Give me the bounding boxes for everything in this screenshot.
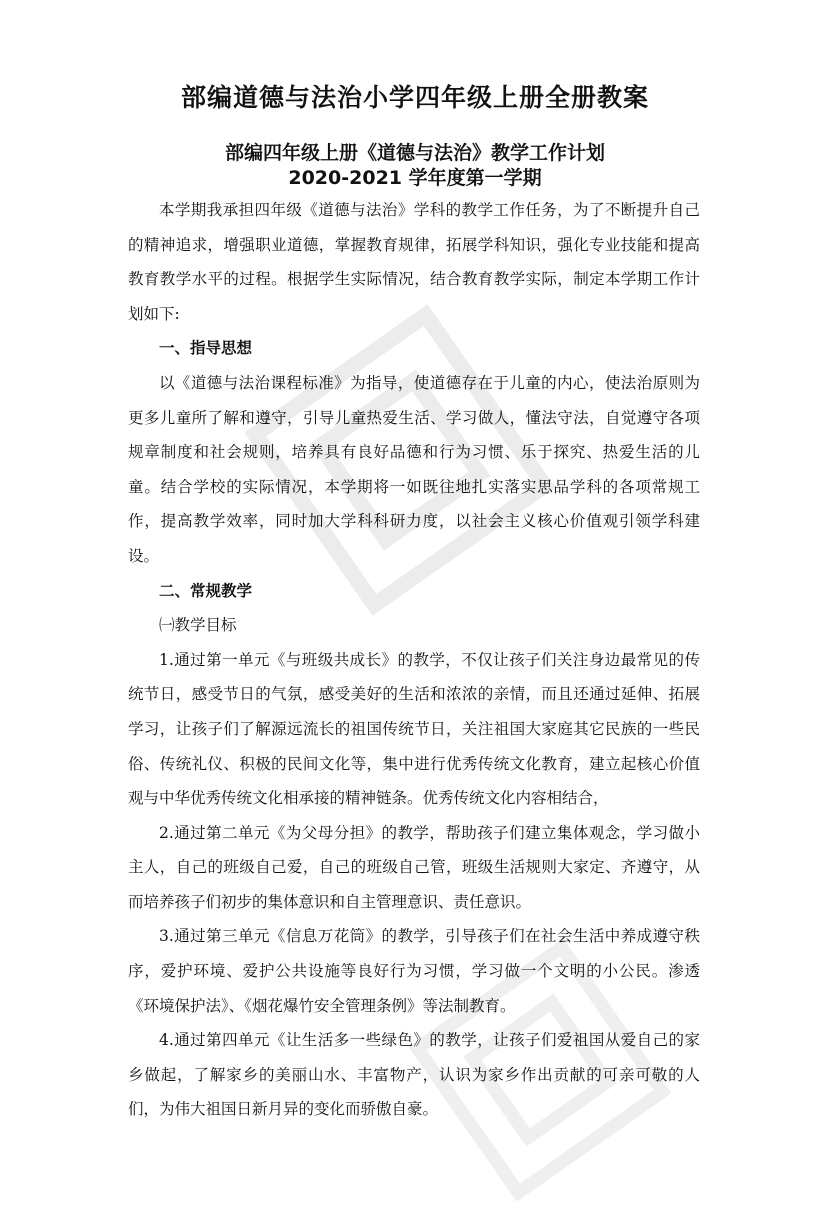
section-heading: 一、指导思想 [159, 339, 253, 358]
goal-paragraph: 4.通过第四单元《让生活多一些绿色》的教学，让孩子们爱祖国从爱自己的家乡做起，了解家乡的美丽山水、丰富物产，认识为家乡作出贡献的可亲可敬的人们，为伟大祖国日新月异的变化而骄傲自豪。 [128, 1031, 700, 1119]
document-body [128, 193, 700, 1127]
section-heading: 二、常规教学 [159, 581, 253, 600]
plan-title: 部编四年级上册《道德与法治》教学工作计划 [224, 142, 605, 164]
section-paragraph: 以《道德与法治课程标准》为指导，使道德存在于儿童的内心，使法治原则为更多儿童所了解和遵守，引导儿童热爱生活、学习做人，懂法守法，自觉遵守各项规章制度和社会规则，培养具有良好品德和行为习惯、乐于探究、热爱生活的儿童。结合学校的实际情况，本学期将一如既往地扎实落实思品学科的各项常规工作，提高教学效率，同时加大学科科研力度，以社会主义核心价值观引领学科建设。 [128, 373, 700, 565]
main-title: 部编道德与法治小学四年级上册全册教案 [180, 83, 649, 112]
subsection-heading: ㈠教学目标 [159, 616, 237, 635]
goal-paragraph: 3.通过第三单元《信息万花筒》的教学，引导孩子们在社会生活中养成遵守秩序，爱护环境、爱护公共设施等良好行为习惯，学习做一个文明的小公民。渗透《环境保护法》、《烟花爆竹安全管理条例》等法制教育。 [128, 927, 700, 1015]
goal-paragraph: 1.通过第一单元《与班级共成长》的教学，不仅让孩子们关注身边最常见的传统节日，感受节日的气氛，感受美好的生活和浓浓的亲情，而且还通过延伸、拓展学习，让孩子们了解源远流长的祖国传统节日，关注祖国大家庭其它民族的一些民俗、传统礼仪、积极的民间文化等，集中进行优秀传统文化教育，建立起核心价值观与中华优秀传统文化相承接的精神链条。优秀传统文化内容相结合， [128, 650, 700, 808]
term-title: 2020-2021 学年度第一学期 [288, 167, 542, 189]
goal-paragraph: 2.通过第二单元《为父母分担》的教学，帮助孩子们建立集体观念，学习做小主人，自己的班级自己爱，自己的班级自己管，班级生活规则大家定、齐遵守，从而培养孩子们初步的集体意识和自主管理意识、责任意识。 [128, 823, 700, 911]
intro-paragraph: 本学期我承担四年级《道德与法治》学科的教学工作任务，为了不断提升自己的精神追求，增强职业道德，掌握教育规律，拓展学科知识，强化专业技能和提高教育教学水平的过程。根据学生实际情况，结合教育教学实际，制定本学期工作计划如下: [128, 201, 700, 323]
